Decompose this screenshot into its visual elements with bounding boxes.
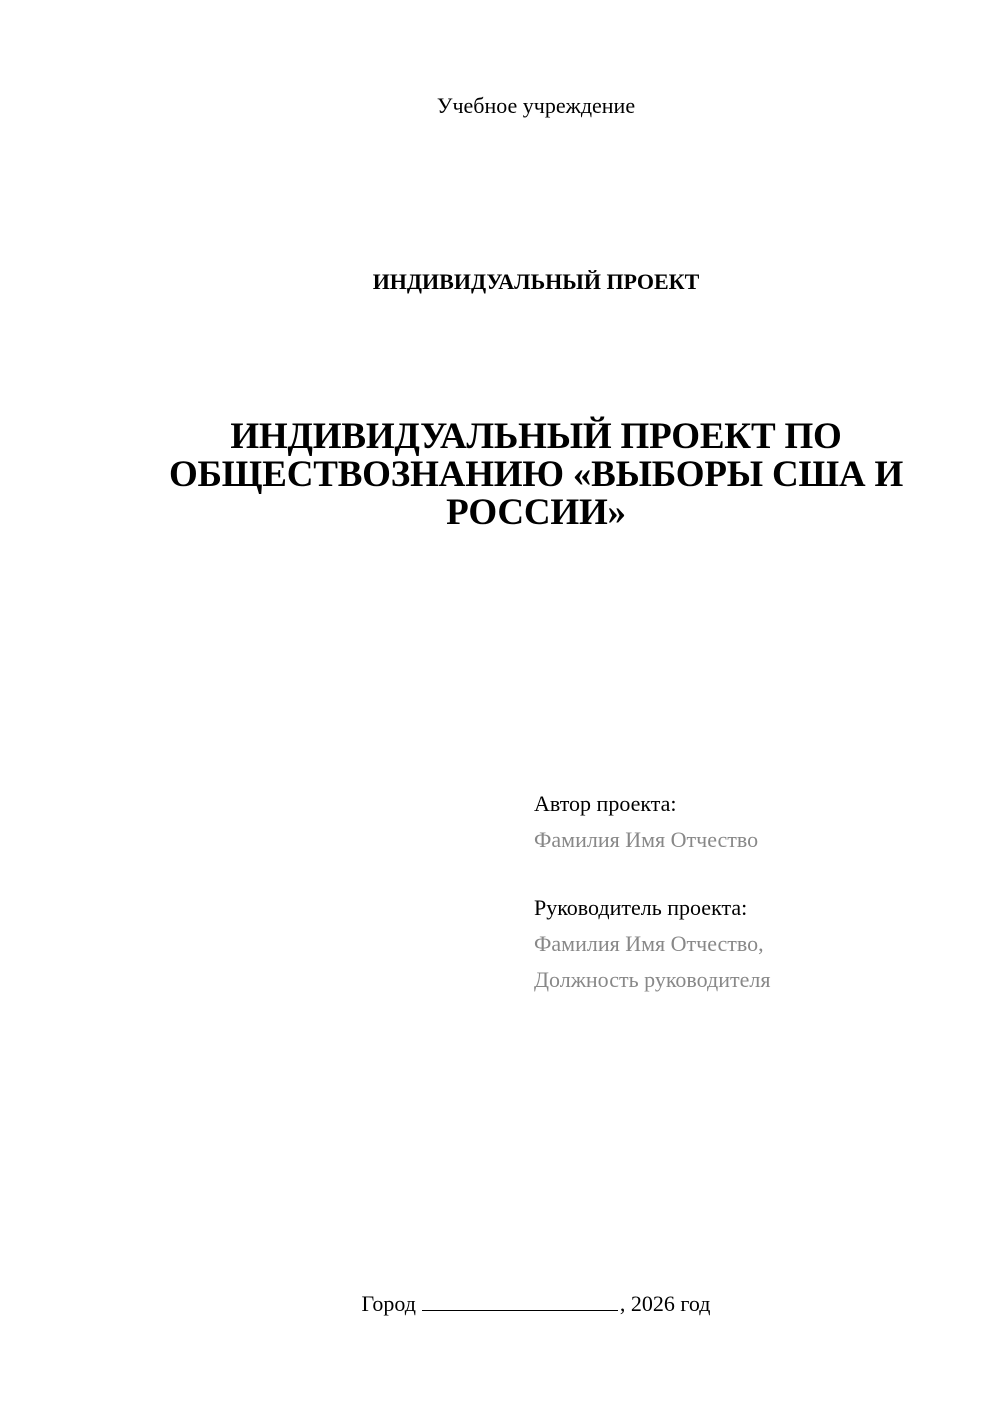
project-info-block (534, 786, 974, 998)
document-type-heading: ИНДИВИДУАЛЬНЫЙ ПРОЕКТ (372, 269, 700, 294)
author-label: Автор проекта: (534, 791, 677, 816)
project-title-line-2: ОБЩЕСТВОЗНАНИЮ «ВЫБОРЫ США И (168, 454, 904, 495)
footer-city-year (0, 1289, 1000, 1319)
city-label: Город (361, 1291, 416, 1316)
info-spacer (534, 858, 974, 890)
supervisor-label: Руководитель проекта: (534, 895, 748, 920)
project-title-line-1: ИНДИВИДУАЛЬНЫЙ ПРОЕКТ ПО (230, 416, 842, 457)
institution-name: Учебное учреждение (436, 93, 636, 118)
project-title (150, 418, 922, 532)
city-blank-line (422, 1290, 618, 1311)
year-text: , 2026 год (619, 1291, 711, 1316)
author-name: Фамилия Имя Отчество (534, 827, 759, 852)
supervisor-position: Должность руководителя (534, 967, 771, 992)
supervisor-name: Фамилия Имя Отчество, (534, 931, 764, 956)
project-title-line-3: РОССИИ» (446, 492, 626, 533)
